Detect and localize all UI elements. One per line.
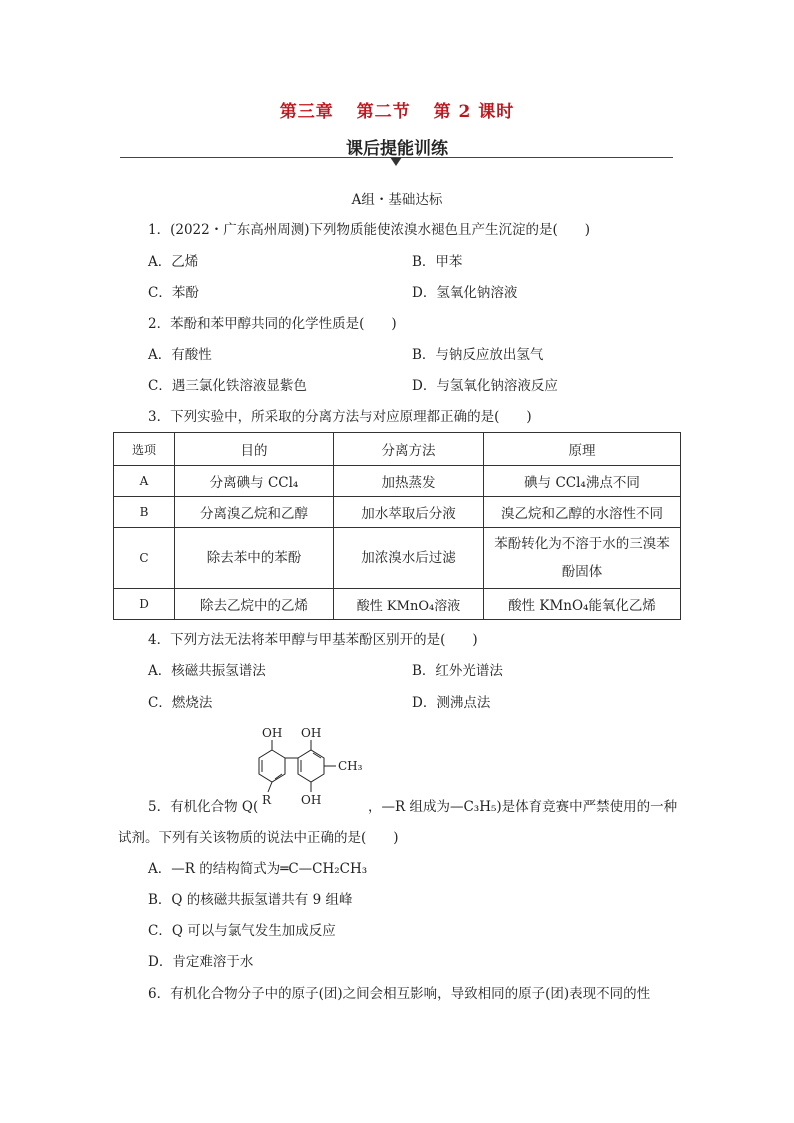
table-row — [114, 497, 681, 528]
q2-option-d: D．与氢氧化钠溶液反应 — [412, 378, 558, 394]
table-cell: 酸性 KMnO₄溶液 — [334, 589, 484, 620]
table-header: 目的 — [175, 433, 334, 466]
q4-option-d: D．测沸点法 — [412, 695, 491, 711]
q5-option-d: D．肯定难溶于水 — [148, 954, 254, 970]
table-cell: 加水萃取后分液 — [334, 497, 484, 528]
q1-option-a: A．乙烯 — [148, 254, 199, 270]
r-group-label: R — [262, 793, 272, 807]
q5-stem-line2: 试剂。下列有关该物质的说法中正确的是( ) — [118, 830, 399, 846]
right-benzene-ring — [298, 750, 324, 782]
q5-option-b: B．Q 的核磁共振氢谱共有 9 组峰 — [148, 892, 353, 908]
q1-option-c: C．苯酚 — [148, 285, 199, 301]
q5-stem-suffix: ，—R 组成为—C₃H₅)是体育竞赛中严禁使用的一种 — [368, 799, 678, 815]
table-row — [114, 589, 681, 620]
q4-stem: 4．下列方法无法将苯甲醇与甲基苯酚区别开的是( ) — [148, 632, 478, 648]
group-label: A组・基础达标 — [351, 192, 443, 208]
q4-option-b: B．红外光谱法 — [412, 663, 503, 679]
table-cell: 溴乙烷和乙醇的水溶性不同 — [484, 497, 681, 528]
q5-option-a: A．—R 的结构简式为═C—CH₂CH₃ — [148, 861, 368, 877]
q1-stem: 1．(2022・广东高州周测)下列物质能使浓溴水褪色且产生沉淀的是( ) — [148, 222, 591, 238]
table-row — [114, 528, 681, 589]
chapter-label: 第三章 — [279, 102, 334, 122]
table-cell: 酸性 KMnO₄能氧化乙烯 — [484, 589, 681, 620]
q6-stem: 6．有机化合物分子中的原子(团)之间会相互影响，导致相同的原子(团)表现不同的性 — [148, 986, 651, 1002]
methyl-label: CH₃ — [338, 759, 363, 773]
page-subtitle: 课后提能训练 — [346, 139, 448, 159]
r-bond — [268, 782, 272, 792]
table-cell: B — [114, 497, 175, 528]
table-header-row — [114, 433, 681, 466]
oh-label: OH — [301, 726, 322, 740]
table-cell: 分离碘与 CCl₄ — [175, 466, 334, 497]
oh-label: OH — [301, 793, 322, 807]
table-cell: 加浓溴水后过滤 — [334, 528, 484, 589]
page-title — [0, 97, 794, 122]
q4-option-c: C．燃烧法 — [148, 695, 213, 711]
left-benzene-ring — [259, 750, 285, 782]
table-cell: C — [114, 528, 175, 589]
q2-option-c: C．遇三氯化铁溶液显紫色 — [148, 378, 307, 394]
table-cell: A — [114, 466, 175, 497]
lesson-label: 第 2 课时 — [433, 102, 515, 122]
section-label: 第二节 — [356, 102, 411, 122]
q4-option-a: A．核磁共振氢谱法 — [148, 663, 266, 679]
divider-triangle-icon — [390, 157, 402, 166]
q2-option-a: A．有酸性 — [148, 347, 212, 363]
table-cell: 加热蒸发 — [334, 466, 484, 497]
q5-option-c: C．Q 可以与氯气发生加成反应 — [148, 923, 336, 939]
table-cell: 除去苯中的苯酚 — [175, 528, 334, 589]
q2-stem: 2．苯酚和苯甲醇共同的化学性质是( ) — [148, 316, 397, 332]
q3-stem: 3．下列实验中，所采取的分离方法与对应原理都正确的是( ) — [148, 409, 532, 425]
q1-option-d: D．氢氧化钠溶液 — [412, 285, 518, 301]
table-cell: 碘与 CCl₄沸点不同 — [484, 466, 681, 497]
q2-option-b: B．与钠反应放出氢气 — [412, 347, 544, 363]
table-row — [114, 466, 681, 497]
oh-label: OH — [262, 726, 283, 740]
table-cell: 分离溴乙烷和乙醇 — [175, 497, 334, 528]
table-cell: 苯酚转化为不溶于水的三溴苯酚固体 — [484, 528, 681, 589]
table-cell: D — [114, 589, 175, 620]
table-header: 原理 — [484, 433, 681, 466]
table-header: 分离方法 — [334, 433, 484, 466]
table-cell: 除去乙烷中的乙烯 — [175, 589, 334, 620]
q5-stem-prefix: 5．有机化合物 Q( — [148, 799, 259, 815]
q1-option-b: B．甲苯 — [412, 254, 463, 270]
q5-structure-diagram — [240, 722, 380, 822]
q3-table — [113, 432, 681, 620]
table-header: 选项 — [114, 433, 175, 466]
